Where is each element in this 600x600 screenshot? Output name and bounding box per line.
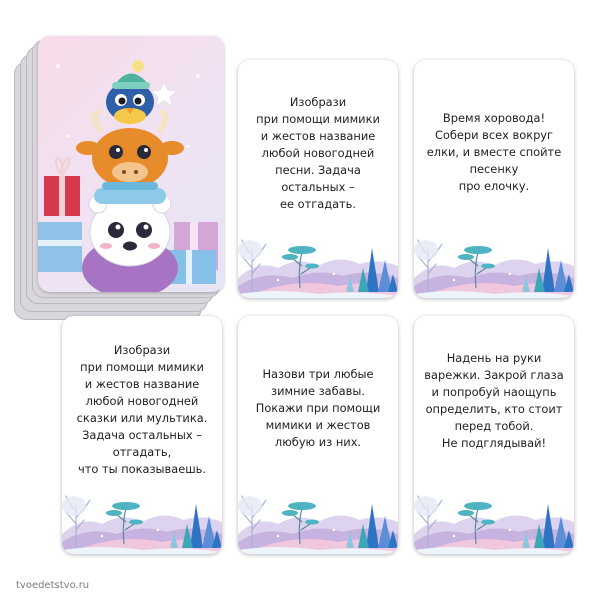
deck-cover-illustration <box>38 36 224 292</box>
game-card-3 <box>62 316 222 554</box>
card-text: Изобрази при помощи мимики и жестов название любой новогодней песни. Задача остальных – ее отгадать. <box>256 95 380 211</box>
winter-scene-illustration <box>238 208 398 298</box>
site-watermark: tvoedetstvo.ru <box>16 580 90 591</box>
game-card-2 <box>414 60 574 298</box>
card-text: Назови три любые зимние забавы. Покажи при помощи мимики и жестов любую из них. <box>255 367 381 449</box>
animal-stack-illustration <box>38 36 224 292</box>
card-text: Время хоровода! Собери всех вокруг елки, и вместе спойте песенку про елочку. <box>426 111 562 193</box>
card-deck <box>14 36 224 306</box>
card-text: Изобрази при помощи мимики и жестов название любой новогодней сказки или мультика. Задача остальных – отгадать, что ты показываешь. <box>76 343 208 476</box>
card-text: Надень на руки варежки. Закрой глаза и попробуй наощупь определить, кто стоит перед тобой. Не подглядывай! <box>424 351 564 450</box>
winter-scene-illustration <box>62 464 222 554</box>
winter-scene-illustration <box>414 464 574 554</box>
winter-scene-illustration <box>414 208 574 298</box>
game-card-4 <box>238 316 398 554</box>
game-card-1 <box>238 60 398 298</box>
game-card-5 <box>414 316 574 554</box>
winter-scene-illustration <box>238 464 398 554</box>
